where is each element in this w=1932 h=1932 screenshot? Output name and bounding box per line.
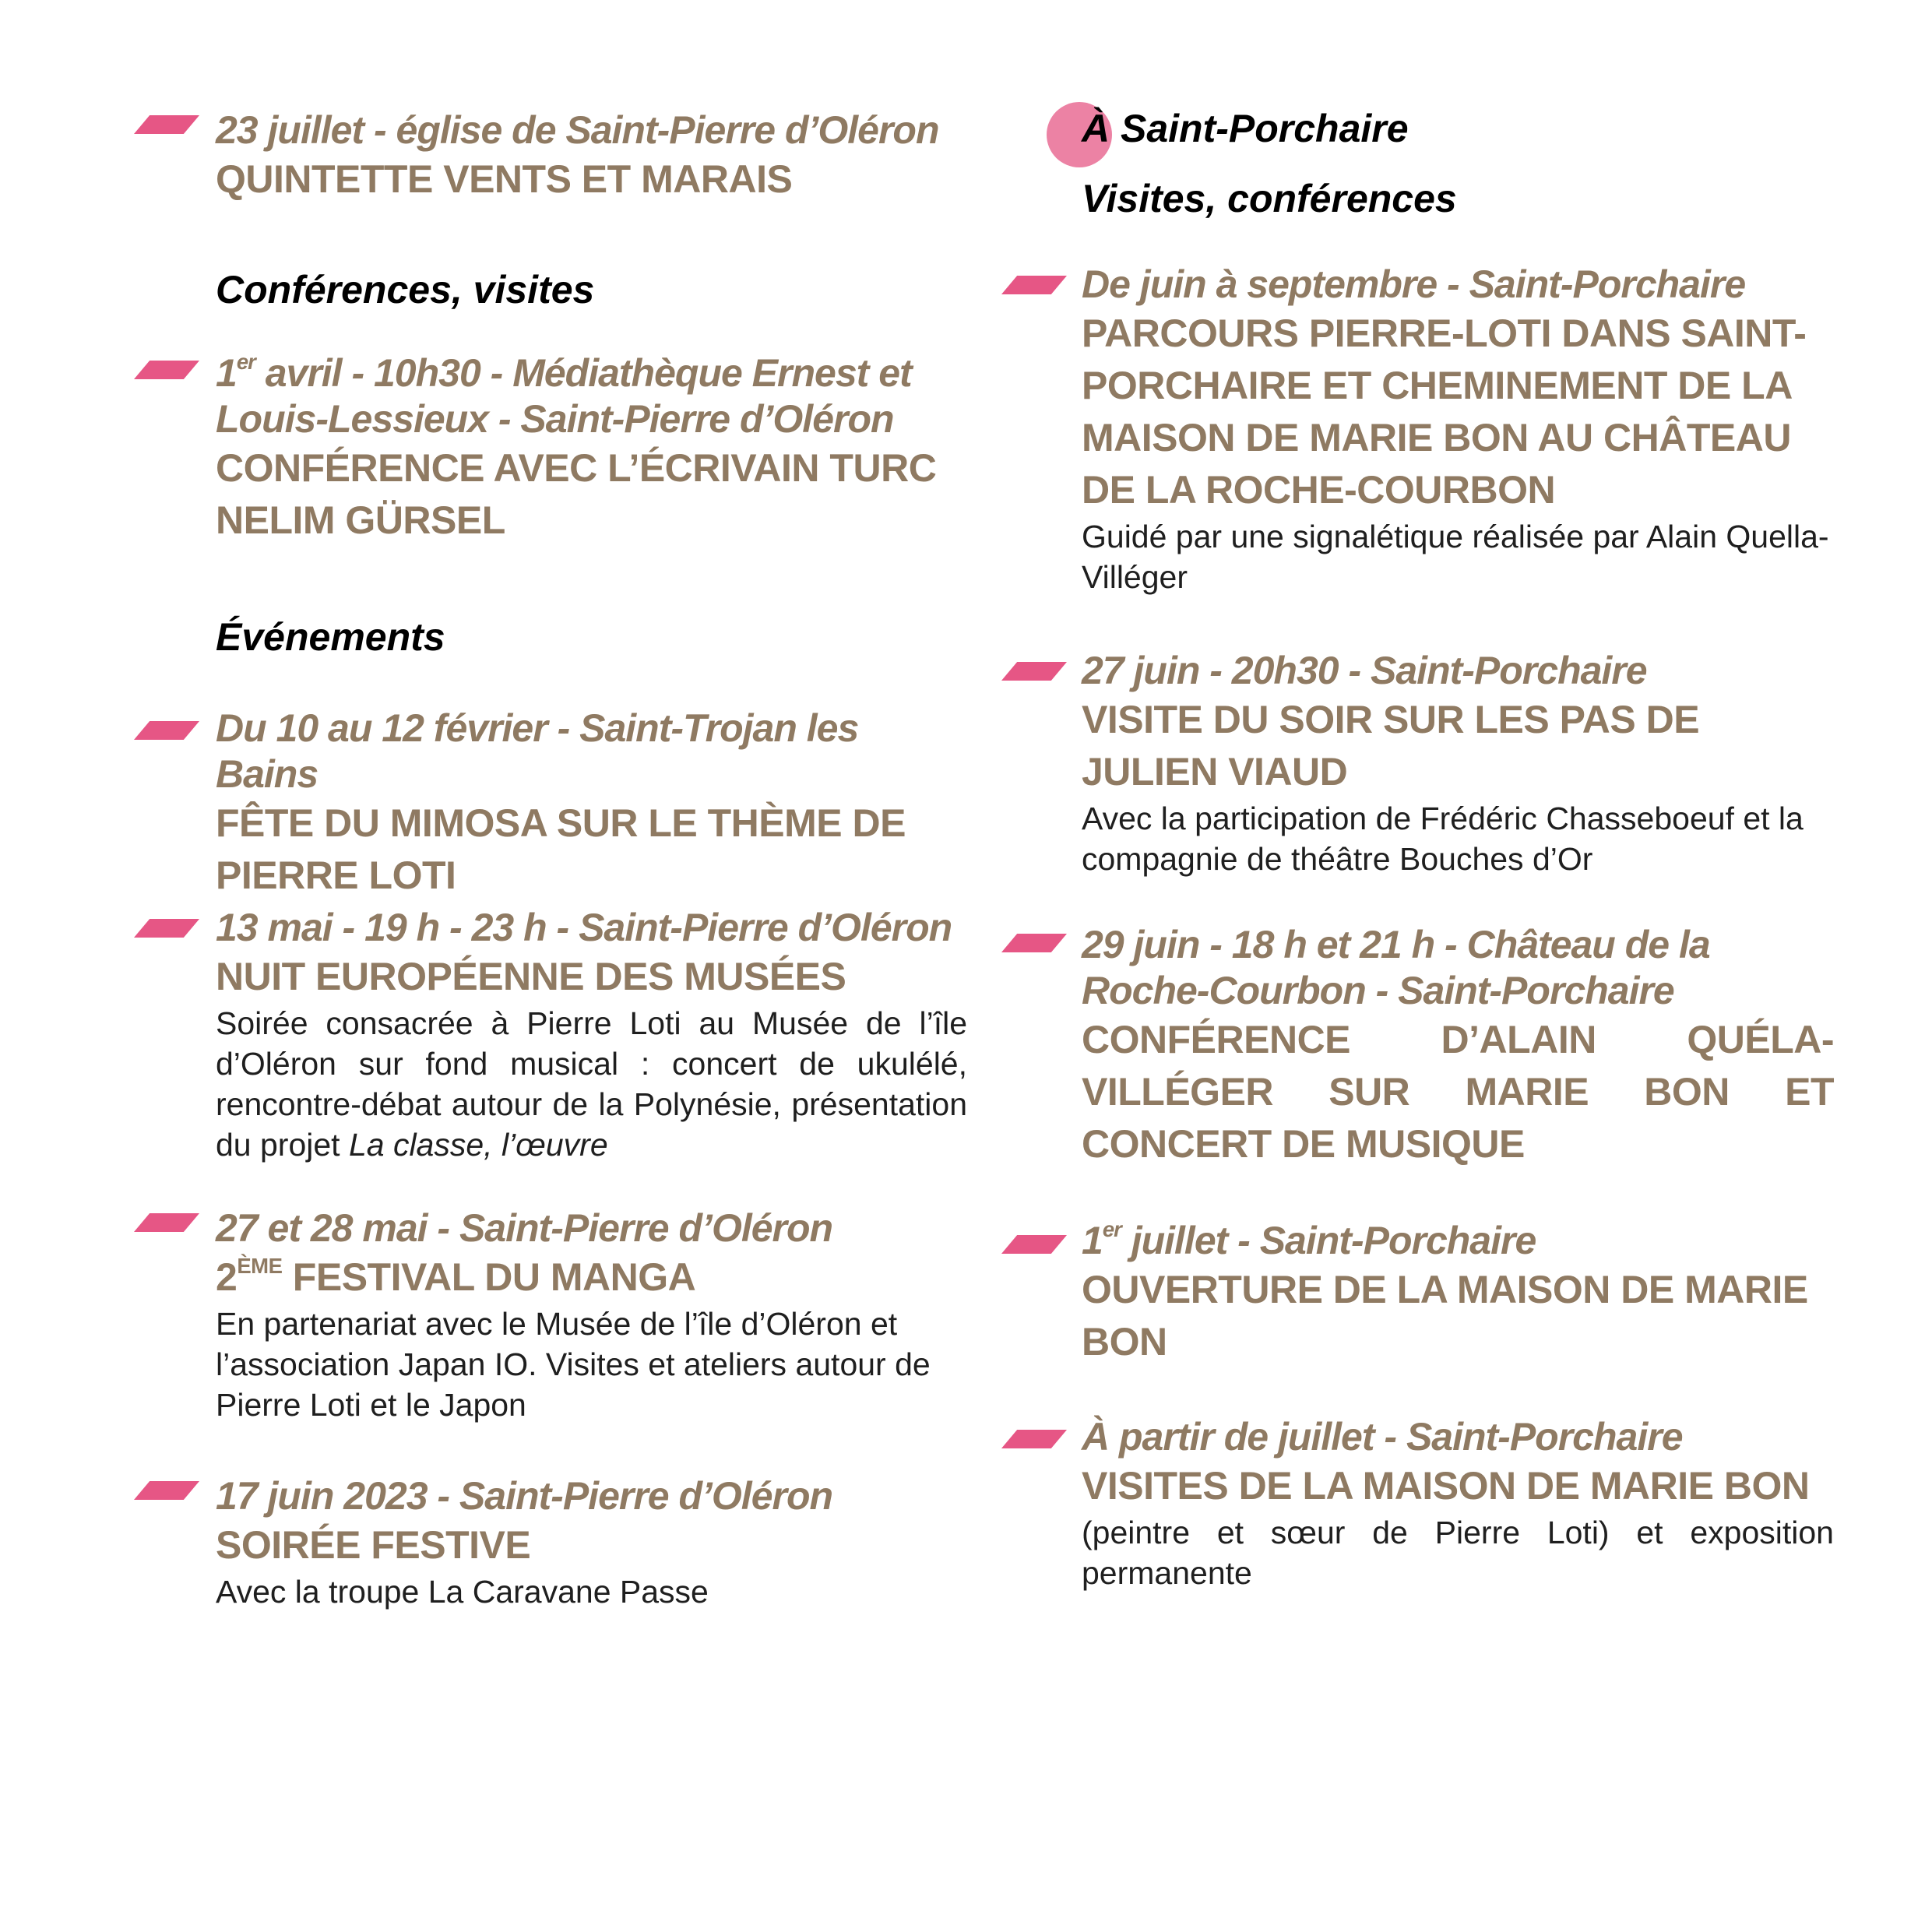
event-soiree-festive [216,1473,967,1612]
event-conference-quela-villeger [1082,922,1834,1170]
section-heading-conferences: Conférences, visites [216,268,595,311]
event-visite-soir [1082,648,1834,879]
event-title: 2ÈME FESTIVAL DU MANGA [216,1254,696,1299]
event-title: CONFÉRENCE D’ALAIN QUÉLA-VILLÉGER SUR MARIE BON ET CONCERT DE MUSIQUE [1082,1018,1834,1166]
event-marker-icon [134,1481,199,1500]
event-description: Guidé par une signalétique réalisée par Alain Quella-Villéger [1082,519,1829,595]
event-date: 13 mai - 19 h - 23 h - Saint-Pierre d’Oléron [216,906,952,949]
event-marker-icon [134,115,199,134]
event-date: Du 10 au 12 février - Saint-Trojan les Bains [216,706,859,796]
region-title: À Saint-Porchaire [1082,107,1409,150]
event-festival-manga [216,1205,967,1425]
event-title: SOIRÉE FESTIVE [216,1523,531,1567]
event-title: FÊTE DU MIMOSA SUR LE THÈME DE PIERRE LOTI [216,801,906,897]
event-description: En partenariat avec le Musée de l’île d’Oléron et l’association Japan IO. Visites et ateliers autour de Pierre Loti et le Japon [216,1306,931,1423]
event-date: 27 et 28 mai - Saint-Pierre d’Oléron [216,1206,833,1250]
event-title: NUIT EUROPÉENNE DES MUSÉES [216,955,846,998]
event-conference-gursel [216,350,967,547]
event-nuit-musees [216,905,967,1165]
event-date: 27 juin - 20h30 - Saint-Porchaire [1082,649,1647,692]
event-date: 1er avril - 10h30 - Médiathèque Ernest et Louis-Lessieux - Saint-Pierre d’Oléron [216,350,912,441]
event-marker-icon [134,721,199,740]
event-date: 29 juin - 18 h et 21 h - Château de la Roche-Courbon - Saint-Porchaire [1082,923,1710,1012]
event-marker-icon [1001,276,1067,294]
event-marker-icon [1001,934,1067,952]
event-title: QUINTETTE VENTS ET MARAIS [216,157,793,201]
event-marker-icon [134,361,199,379]
event-title: VISITES DE LA MAISON DE MARIE BON [1082,1464,1810,1508]
event-quintette [216,107,967,206]
event-fete-mimosa [216,706,967,902]
event-date: 17 juin 2023 - Saint-Pierre d’Oléron [216,1474,833,1518]
event-ouverture-maison [1082,1218,1834,1368]
event-marker-icon [134,919,199,938]
event-description: Avec la troupe La Caravane Passe [216,1574,709,1610]
event-marker-icon [1001,662,1067,681]
event-date: 23 juillet - église de Saint-Pierre d’Oléron [216,108,939,152]
event-description: Avec la participation de Frédéric Chasseboeuf et la compagnie de théâtre Bouches d’Or [1082,801,1804,877]
event-date: 1er juillet - Saint-Porchaire [1082,1217,1536,1262]
event-date: De juin à septembre - Saint-Porchaire [1082,262,1746,306]
event-marker-icon [1001,1235,1067,1254]
section-heading-evenements: Événements [216,615,445,659]
event-description: Soirée consacrée à Pierre Loti au Musée de l’île d’Oléron sur fond musical : concert de ukulélé, rencontre-débat autour de la Polynésie, présentation du projet La classe, l’œuvre [216,1005,967,1163]
event-title: VISITE DU SOIR SUR LES PAS DE JULIEN VIAUD [1082,698,1700,794]
event-marker-icon [134,1213,199,1232]
event-description: (peintre et sœur de Pierre Loti) et exposition permanente [1082,1515,1834,1591]
event-parcours-loti [1082,262,1834,597]
event-title: OUVERTURE DE LA MAISON DE MARIE BON [1082,1268,1808,1364]
event-date: À partir de juillet - Saint-Porchaire [1082,1415,1683,1459]
event-visites-maison [1082,1414,1834,1593]
event-marker-icon [1001,1430,1067,1448]
section-heading-visites: Visites, conférences [1082,177,1457,220]
event-title: CONFÉRENCE AVEC L’ÉCRIVAIN TURC NELIM GÜRSEL [216,446,937,542]
event-title: PARCOURS PIERRE-LOTI DANS SAINT-PORCHAIRE ET CHEMINEMENT DE LA MAISON DE MARIE BON AU CHÂTEAU DE LA ROCHE-COURBON [1082,311,1807,512]
